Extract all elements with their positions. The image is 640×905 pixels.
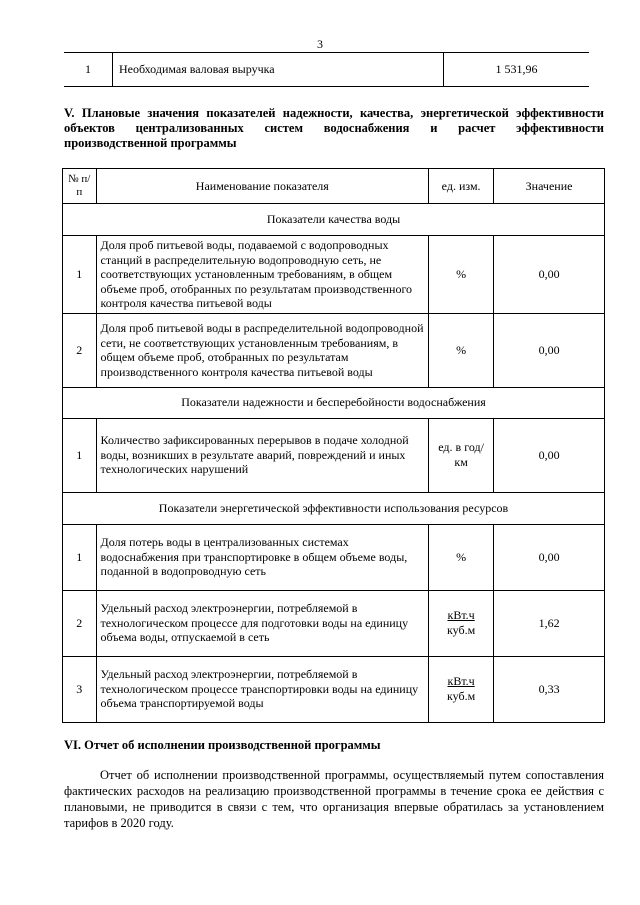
unit-numerator: кВт.ч xyxy=(447,674,475,688)
row-name: Удельный расход электроэнергии, потребляемой в технологическом процессе транспортировки воды на единицу объема транспортируемой воды xyxy=(96,656,429,722)
row-unit: % xyxy=(429,313,494,387)
header-num: № п/п xyxy=(63,169,97,204)
row-number: 2 xyxy=(63,590,97,656)
header-value: Значение xyxy=(494,169,605,204)
group-header-row xyxy=(63,204,605,236)
row-unit-fraction xyxy=(429,590,494,656)
row-number: 3 xyxy=(63,656,97,722)
group-title: Показатели качества воды xyxy=(63,204,605,236)
row-number: 2 xyxy=(63,313,97,387)
row-number: 1 xyxy=(64,53,113,87)
row-name: Доля проб питьевой воды в распределительной водопроводной сети, не соответствующих установленным требованиям, в общем объеме проб, отобранных по результатам производственного контроля качества питьевой воды xyxy=(96,313,429,387)
row-value: 0,00 xyxy=(494,418,605,492)
table-row xyxy=(63,590,605,656)
row-name: Доля потерь воды в централизованных системах водоснабжения при транспортировке в общем объеме воды, поданной в водопроводную сеть xyxy=(96,524,429,590)
row-number: 1 xyxy=(63,236,97,314)
table-row xyxy=(63,524,605,590)
header-unit: ед. изм. xyxy=(429,169,494,204)
table-row xyxy=(64,53,589,87)
row-value: 1 531,96 xyxy=(444,53,590,87)
row-unit-fraction xyxy=(429,656,494,722)
section-6-paragraph: Отчет об исполнении производственной программы, осуществляемый путем сопоставления фактических расходов на реализацию производственной программы в течение срока ее действия с плановыми, не приводится в связи с тем, что организация впервые обратилась за установлением тарифов в 2020 году. xyxy=(64,768,604,830)
row-value: 0,33 xyxy=(494,656,605,722)
indicators-table xyxy=(62,168,605,723)
row-number: 1 xyxy=(63,524,97,590)
table-row xyxy=(63,418,605,492)
row-value: 0,00 xyxy=(494,313,605,387)
group-header-row xyxy=(63,492,605,524)
table-row xyxy=(63,236,605,314)
row-value: 1,62 xyxy=(494,590,605,656)
table-row xyxy=(63,656,605,722)
revenue-table xyxy=(64,52,589,87)
table-row xyxy=(63,313,605,387)
group-title: Показатели надежности и бесперебойности водоснабжения xyxy=(63,387,605,418)
row-value: 0,00 xyxy=(494,524,605,590)
row-name: Количество зафиксированных перерывов в подаче холодной воды, возникших в результате аварий, повреждений и иных технологических нарушений xyxy=(96,418,429,492)
row-name: Удельный расход электроэнергии, потребляемой в технологическом процессе для подготовки воды на единицу объема воды, отпускаемой в сеть xyxy=(96,590,429,656)
row-unit: % xyxy=(429,524,494,590)
row-number: 1 xyxy=(63,418,97,492)
section-6-title: VI. Отчет об исполнении производственной программы xyxy=(64,738,381,752)
group-header-row xyxy=(63,387,605,418)
unit-numerator: кВт.ч xyxy=(447,608,475,622)
header-name: Наименование показателя xyxy=(96,169,429,204)
row-value: 0,00 xyxy=(494,236,605,314)
unit-denominator: куб.м xyxy=(447,689,476,703)
table-header-row xyxy=(63,169,605,204)
row-unit: ед. в год/ км xyxy=(429,418,494,492)
row-unit: % xyxy=(429,236,494,314)
group-title: Показатели энергетической эффективности использования ресурсов xyxy=(63,492,605,524)
unit-denominator: куб.м xyxy=(447,623,476,637)
page-number: 3 xyxy=(317,37,323,51)
row-name: Доля проб питьевой воды, подаваемой с водопроводных станций в распределительную водопроводную сеть, не соответствующих установленным требованиям, в общем объеме проб, отобранных по результатам производственного контроля качества питьевой воды xyxy=(96,236,429,314)
row-name: Необходимая валовая выручка xyxy=(113,53,444,87)
section-5-title: V. Плановые значения показателей надежности, качества, энергетической эффективности объектов централизованных систем водоснабжения и расчет эффективности производственной программы xyxy=(64,106,604,150)
